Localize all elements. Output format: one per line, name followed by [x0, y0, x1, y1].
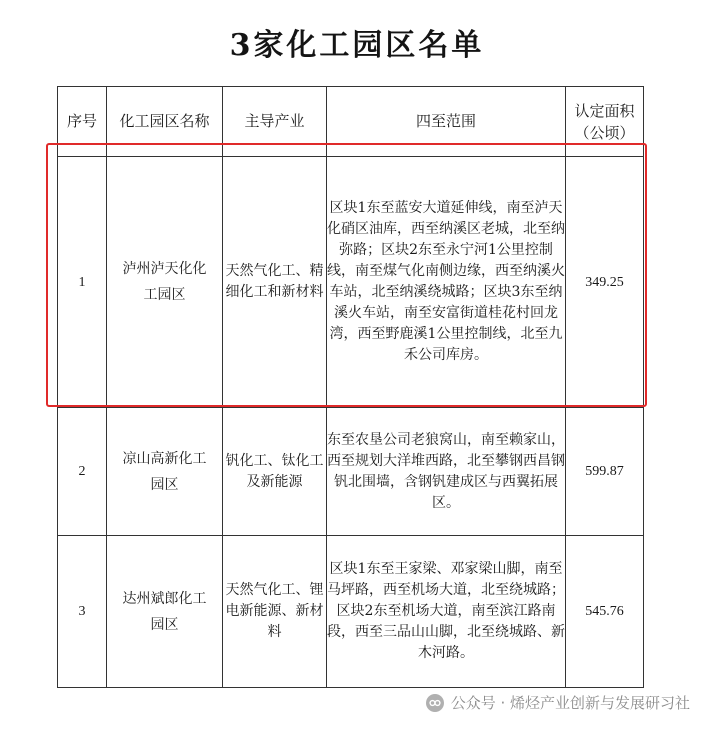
header-park-name: 化工园区名称 — [107, 87, 223, 157]
row-main-industry: 天然气化工、精细化工和新材料 — [223, 157, 327, 408]
row-main-industry: 天然气化工、锂电新能源、新材料 — [223, 536, 327, 688]
row-park-name: 凉山高新化工园区 — [107, 408, 223, 536]
watermark — [425, 692, 690, 713]
header-certified-area: 认定面积（公顷） — [566, 87, 644, 157]
chemical-park-table — [57, 86, 644, 688]
row-boundary-scope: 区块1东至王家梁、邓家梁山脚，南至马坪路，西至机场大道，北至绕城路；区块2东至机场大道，南至滨江路南段，西至三品山山脚，北至绕城路、新木河路。 — [327, 536, 566, 688]
row-serial-number: 1 — [58, 157, 107, 408]
row-park-name: 达州斌郎化工园区 — [107, 536, 223, 688]
watermark-text: 公众号 · 烯烃产业创新与发展研习社 — [450, 694, 690, 712]
row-certified-area: 545.76 — [566, 536, 644, 688]
row-park-name: 泸州泸天化化工园区 — [107, 157, 223, 408]
wechat-official-account-icon — [425, 693, 445, 713]
table-row — [58, 408, 644, 536]
table-row — [58, 157, 644, 408]
header-serial-number: 序号 — [58, 87, 107, 157]
header-boundary-scope: 四至范围 — [327, 87, 566, 157]
row-main-industry: 钒化工、钛化工及新能源 — [223, 408, 327, 536]
row-serial-number: 3 — [58, 536, 107, 688]
row-certified-area: 599.87 — [566, 408, 644, 536]
row-boundary-scope: 区块1东至蓝安大道延伸线，南至泸天化硝区油库，西至纳溪区老城，北至纳弥路；区块2东至永宁河1公里控制线，南至煤气化南侧边缘，西至纳溪火车站，北至纳溪绕城路；区块3东至纳溪火车站，南至安富街道桂花村回龙湾，西至野鹿溪1公里控制线，北至九禾公司库房。 — [327, 157, 566, 408]
row-certified-area: 349.25 — [566, 157, 644, 408]
table-header-row — [58, 87, 644, 157]
row-boundary-scope: 东至农垦公司老狼窝山，南至赖家山，西至规划大洋堆西路，北至攀钢西昌钢钒北围墙，含钢钒建成区与西翼拓展区。 — [327, 408, 566, 536]
table-row — [58, 536, 644, 688]
header-main-industry: 主导产业 — [223, 87, 327, 157]
row-serial-number: 2 — [58, 408, 107, 536]
page-title: 3家化工园区名单 — [229, 28, 485, 63]
